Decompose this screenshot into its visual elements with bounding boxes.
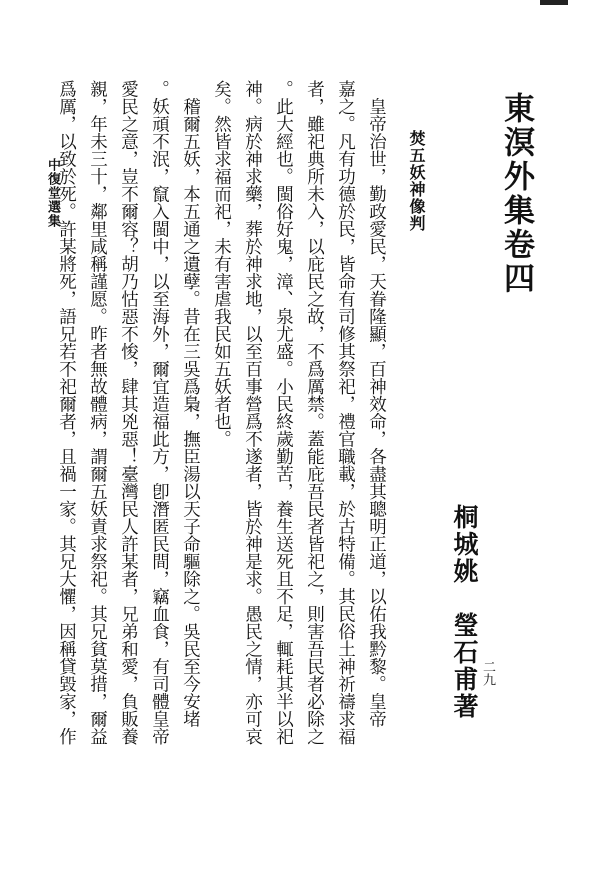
top-edge-mark bbox=[540, 0, 568, 5]
body-column-4: 。此大經也。閩俗好鬼，漳、泉尤盛。小民終歲勤苦，養生送死且不足，輒耗其半以祀 bbox=[273, 80, 294, 745]
body-column-8: 。妖頑不泯，竄入閩中，以至海外，爾宜造福此方，卽潛匿民間，竊血食，有司體皇帝 bbox=[149, 80, 170, 745]
body-column-7: 稽爾五妖，本五通之遺孽。昔在三吳爲梟，撫臣湯以天子命驅除之。吳民至今安堵 bbox=[180, 80, 201, 728]
body-column-2: 嘉之。凡有功德於民，皆命有司修其祭祀，禮官職載，於古特備。其民俗土神祈禱求福 bbox=[335, 80, 356, 745]
author-line: 桐城姚 瑩石甫著 bbox=[450, 504, 479, 720]
collection-title-footer: 中復堂選集 bbox=[45, 158, 60, 228]
body-column-6: 矣。然皆求福而祀，未有害虐我民如五妖者也。 bbox=[211, 80, 232, 448]
page-number: 二九 bbox=[480, 660, 495, 686]
book-title: 東溟外集卷四 bbox=[498, 92, 534, 296]
body-column-1: 皇帝治世，勤政愛民，天眷隆顯，百神效命，各盡其聰明正道，以佑我黔黎。皇帝 bbox=[366, 80, 387, 728]
body-column-11: 爲厲，以致於死。許某將死，語兄若不祀爾者，且禍一家。其兄大懼，因稱貸毀家，作 bbox=[56, 80, 77, 745]
body-column-9: 愛民之意，豈不爾容？胡乃怙惡不悛，肆其兇惡！臺灣民人許某者，兄弟和愛，負販養 bbox=[118, 80, 139, 745]
essay-title: 焚五妖神像判 bbox=[407, 130, 426, 232]
body-column-10: 親，年未三十，鄰里咸稱謹愿。昨者無故體病，謂爾五妖責求祭祀。其兄貧莫措，爾益 bbox=[87, 80, 108, 745]
body-column-3: 者，雖祀典所未入，以庇民之故，不爲厲禁。蓋能庇吾民者皆祀之，則害吾民者必除之 bbox=[304, 80, 325, 745]
body-column-5: 神。病於神求藥，葬於神求地，以至百事營爲不遂者，皆於神是求。愚民之情，亦可哀 bbox=[242, 80, 263, 745]
